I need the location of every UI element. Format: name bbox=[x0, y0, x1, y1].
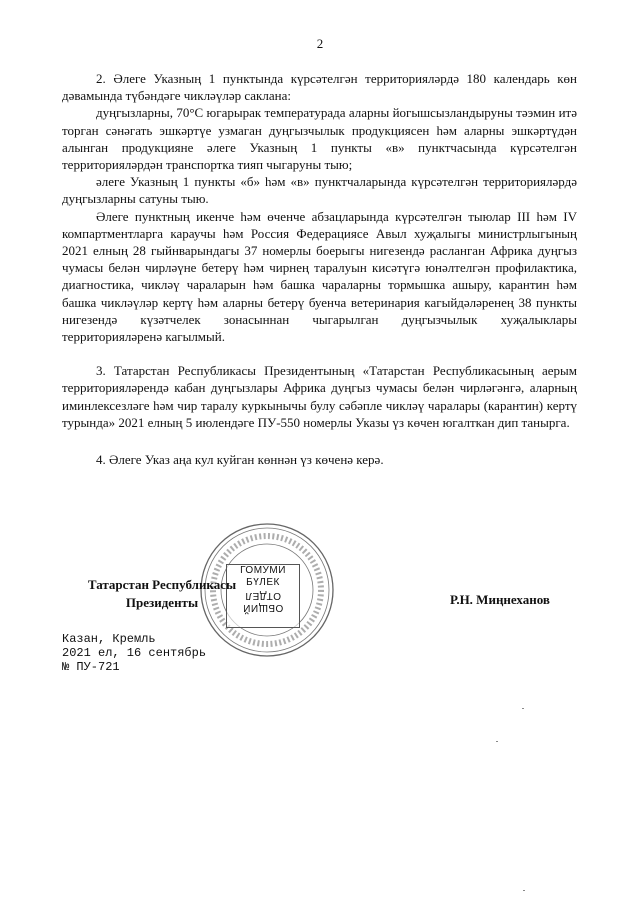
scan-speck bbox=[496, 741, 498, 742]
paragraph-2-item-2: әлеге Указның 1 пункты «б» һәм «в» пунктчаларында күрсәтелгән территорияләрдә дуңгызларны сатуны тыю. bbox=[62, 174, 577, 207]
paragraph-4: 4. Әлеге Указ аңа кул куйган көннән үз көченә керә. bbox=[96, 452, 384, 468]
signatory-name: Р.Н. Миңнеханов bbox=[450, 592, 550, 607]
document-footer bbox=[62, 632, 206, 674]
paragraph-3: 3. Татарстан Республикасы Президентының «Татарстан Республикасының аерым территорияләрендә кабан дуңгызлары Африка дуңгыз чумасы белән чирләгәнгә, аларның иминлексезләге һәм чир таралу куркынычы булу сәбәпле чикләү чаралары (карантин) кертү турында» 2021 елның 5 июлендәге ПУ-550 номерлы Указы үз көчен югалткан дип танырга. bbox=[62, 363, 577, 430]
footer-number: № ПУ-721 bbox=[62, 660, 120, 674]
footer-date: 2021 ел, 16 сентябрь bbox=[62, 646, 207, 660]
paragraph-2: 2. Әлеге Указның 1 пунктында күрсәтелгән территорияләрдә 180 календарь көн дәвамында түбәндәге чикләүләр саклана: bbox=[62, 71, 577, 104]
paragraph-2-item-1: дуңгызларны, 70°С югарырак температурада аларны йогышсызландыруны тәэмин итә торган сәнәгать эшкәртүе узмаган дуңгызчылык продукциясен һәм аларны эшкәртүдән алынган продукцияне әлеге Указның 1 пункты «в» пунктчасында күрсәтелгән территорияләрдән транспортка тияп чыгаруны тыю; bbox=[62, 105, 577, 173]
scan-speck bbox=[523, 890, 525, 891]
spacer bbox=[62, 431, 577, 451]
stamp-line: БҮЛЕК bbox=[246, 577, 280, 588]
stamp-line: ОБЩИЙ bbox=[242, 602, 284, 613]
stamp-line: ОТДЕЛ bbox=[244, 590, 282, 601]
spacer bbox=[62, 345, 577, 362]
page-number: 2 bbox=[316, 36, 324, 51]
paragraph-2-exception: Әлеге пунктның икенче һәм өченче абзацларында күрсәтелгән тыюлар III һәм IV компартментларга караучы һәм Россия Федерациясе Авыл хуҗалыгы министрлыгының 2021 елның 28 гыйнварындагы 37 номерлы боерыгы нигезендә расланган Африка дуңгыз чумасы белән чирләүне бетерү һәм чирнең таралуын кисәтүгә юнәлтелгән профилактика, диагностика, чикләү чараларын һәм башка чараларны тормышка ашыру, карантин һәм башка чикләүләр кертү һәм аларны бетерү буенча ветеринария кагыйдәләренең 38 пункты нигезендә күзәтчелек зонасыннан чыгарылган дуңгызчылык хуҗалыклары территорияләренә кагылмый. bbox=[62, 208, 577, 345]
scan-speck bbox=[522, 708, 524, 709]
signatory-title-line: Президенты bbox=[125, 595, 199, 610]
decree-body bbox=[62, 70, 577, 468]
stamp-line: ГОМУМИ bbox=[240, 565, 286, 576]
signatory-title-line: Татарстан Республикасы bbox=[87, 577, 237, 592]
footer-place: Казан, Кремль bbox=[62, 632, 156, 646]
signatory-title bbox=[62, 576, 262, 612]
